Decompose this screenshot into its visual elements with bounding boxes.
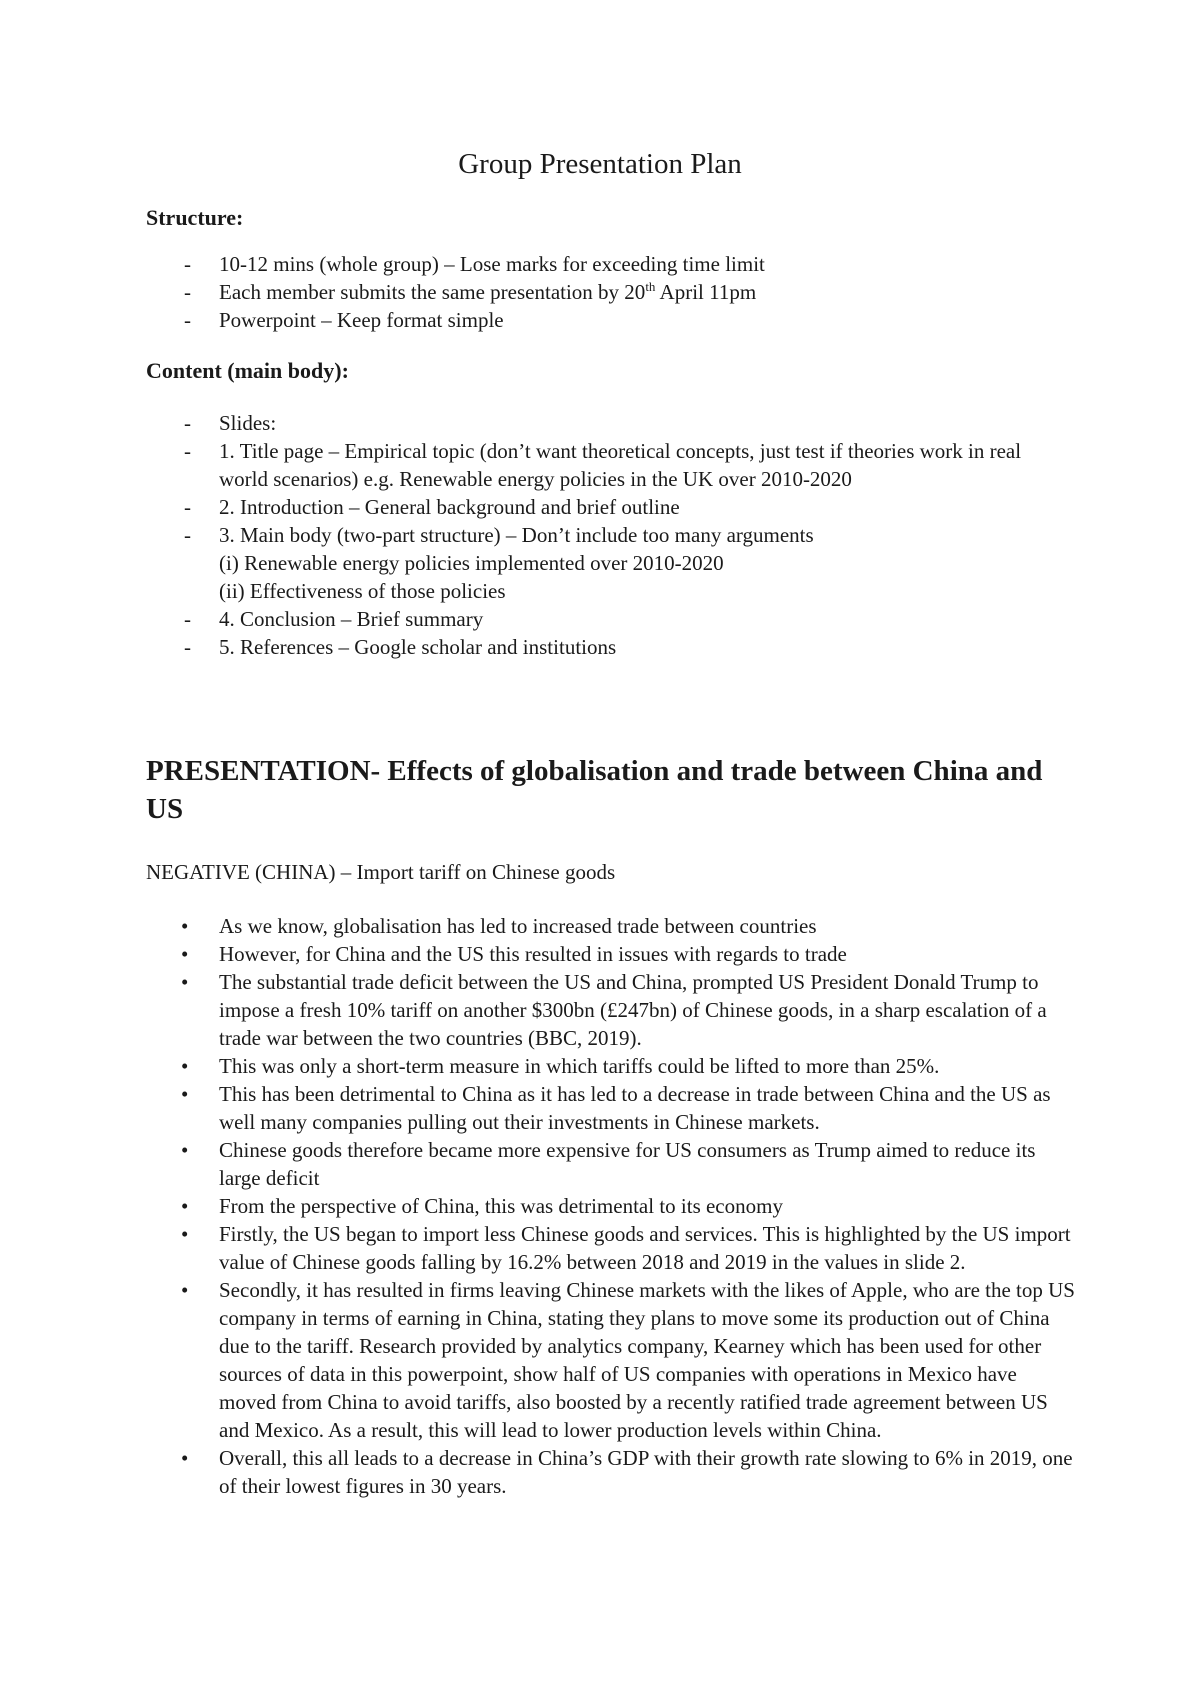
dash-marker: -: [184, 523, 191, 547]
sub-item-text: (ii) Effectiveness of those policies: [219, 579, 506, 603]
list-item-text: However, for China and the US this resulted in issues with regards to trade: [219, 942, 847, 966]
bullet-marker: •: [181, 1082, 189, 1106]
bullet-marker: •: [181, 1138, 189, 1162]
submit-text-before: Each member submits the same presentation by 20: [219, 280, 646, 304]
list-item: [146, 1052, 1076, 1080]
presentation-subheading: NEGATIVE (CHINA) – Import tariff on Chinese goods: [146, 860, 616, 884]
submit-text-after: April 11pm: [655, 280, 757, 304]
bullet-marker: •: [181, 1194, 189, 1218]
list-item-text: The substantial trade deficit between the US and China, prompted US President Donald Trump to impose a fresh 10% tariff on another $300bn (£247bn) of Chinese goods, in a sharp escalation of a trade war between the two countries (BBC, 2019).: [219, 970, 1047, 1050]
list-item: [146, 1276, 1076, 1444]
dash-marker: -: [184, 439, 191, 463]
list-item-text: Overall, this all leads to a decrease in China’s GDP with their growth rate slowing to 6% in 2019, one of their lowest figures in 30 years.: [219, 1446, 1073, 1498]
presentation-heading: PRESENTATION- Effects of globalisation and trade between China and US: [146, 755, 1043, 825]
presentation-bullets: [146, 912, 1076, 1500]
list-item-text: 10-12 mins (whole group) – Lose marks for exceeding time limit: [219, 252, 765, 276]
list-item: [146, 306, 1076, 334]
list-item: [146, 1192, 1076, 1220]
sub-item-text: (i) Renewable energy policies implemented over 2010-2020: [219, 551, 724, 575]
list-item-text: This has been detrimental to China as it has led to a decrease in trade between China and the US as well many companies pulling out their investments in Chinese markets.: [219, 1082, 1051, 1134]
content-heading: Content (main body):: [146, 358, 349, 383]
list-item-text: Powerpoint – Keep format simple: [219, 308, 504, 332]
list-item: [146, 409, 1046, 437]
list-item: [146, 521, 1046, 605]
dash-marker: -: [184, 607, 191, 631]
structure-heading: Structure:: [146, 205, 244, 230]
ordinal-suffix: th: [645, 279, 656, 294]
list-item-text: 3. Main body (two-part structure) – Don’t include too many arguments: [219, 523, 814, 547]
dash-marker: -: [184, 635, 191, 659]
list-item-text: [219, 280, 756, 304]
dash-marker: -: [184, 308, 191, 332]
dash-marker: -: [184, 280, 191, 304]
bullet-marker: •: [181, 970, 189, 994]
list-item-text: 1. Title page – Empirical topic (don’t want theoretical concepts, just test if theories work in real world scenarios) e.g. Renewable energy policies in the UK over 2010-2020: [219, 439, 1022, 491]
bullet-marker: •: [181, 1222, 189, 1246]
bullet-marker: •: [181, 1278, 189, 1302]
bullet-marker: •: [181, 914, 189, 938]
list-item: [146, 633, 1046, 661]
list-item: [146, 912, 1076, 940]
list-item-text: Chinese goods therefore became more expensive for US consumers as Trump aimed to reduce its large deficit: [219, 1138, 1036, 1190]
list-item-text: Firstly, the US began to import less Chinese goods and services. This is highlighted by the US import value of Chinese goods falling by 16.2% between 2018 and 2019 in the values in slide 2.: [219, 1222, 1071, 1274]
list-item: [146, 1220, 1076, 1276]
list-item-text: From the perspective of China, this was detrimental to its economy: [219, 1194, 783, 1218]
list-item-text: This was only a short-term measure in which tariffs could be lifted to more than 25%.: [219, 1054, 940, 1078]
bullet-marker: •: [181, 942, 189, 966]
dash-marker: -: [184, 252, 191, 276]
list-item: [146, 940, 1076, 968]
list-item: [146, 605, 1046, 633]
structure-list: [146, 250, 1076, 334]
list-item-text: Slides:: [219, 411, 277, 435]
list-item-text: As we know, globalisation has led to increased trade between countries: [219, 914, 817, 938]
list-item: [146, 437, 1046, 493]
list-item: [146, 278, 1076, 306]
list-item: [146, 493, 1046, 521]
list-item-text: 2. Introduction – General background and brief outline: [219, 495, 680, 519]
list-item: [146, 968, 1076, 1052]
list-item: [146, 1136, 1076, 1192]
list-item: [146, 1080, 1076, 1136]
page-title: Group Presentation Plan: [458, 148, 742, 180]
bullet-marker: •: [181, 1446, 189, 1470]
dash-marker: -: [184, 495, 191, 519]
list-item: [146, 1444, 1076, 1500]
bullet-marker: •: [181, 1054, 189, 1078]
list-item: [146, 250, 1076, 278]
content-list: [146, 409, 1046, 661]
list-item-text: 4. Conclusion – Brief summary: [219, 607, 484, 631]
list-item-text: Secondly, it has resulted in firms leaving Chinese markets with the likes of Apple, who are the top US company in terms of earning in China, stating they plans to move some its production out of China due to the tariff. Research provided by analytics company, Kearney which has been used for other sources of data in this powerpoint, show half of US companies with operations in Mexico have moved from China to avoid tariffs, also boosted by a recently ratified trade agreement between US and Mexico. As a result, this will lead to lower production levels within China.: [219, 1278, 1075, 1442]
list-item-text: 5. References – Google scholar and institutions: [219, 635, 617, 659]
dash-marker: -: [184, 411, 191, 435]
